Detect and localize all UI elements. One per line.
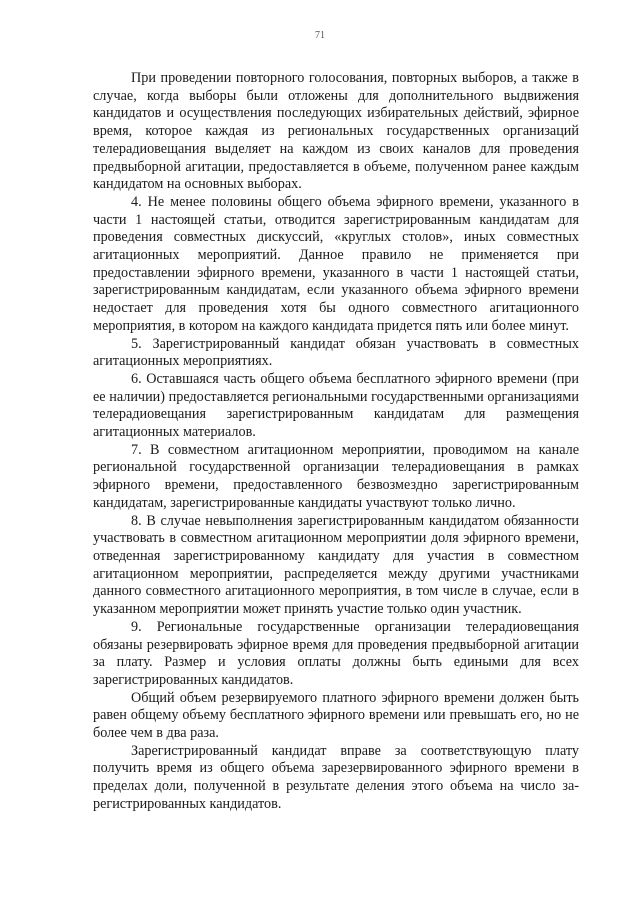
paragraph-4: 4. Не менее половины общего объема эфирного времени, указанного в части 1 настоящей статьи, отводится зарегистрированным кандидатам для проведения совместных дискуссий, «круглых столов», иных совместных агитационных мероприятий. Данное правило не применяется при предоставлении эфирного времени, указанного в части 1 настоящей статьи, зарегистрированным кандидатам, если указанного объема эфирного времени недостает для проведения хотя бы одного совместного агитационного мероприятия, в котором на каждого кандидата придется пять или более минут.	[93, 193, 579, 334]
paragraph-8: 8. В случае невыполнения зарегистрированным кандидатом обязанности участвовать в совместном агитационном мероприятии доля эфирного времени, отведенная зарегистрированному кандидату для участия в совместном агитационном мероприятии, распределяется между другими участниками данного совместного агитационного мероприятия, в том числе в случае, если в указанном мероприятии может принять участие только один участник.	[93, 512, 579, 618]
page-number: 71	[315, 30, 325, 41]
paragraph-9: 9. Региональные государственные организации телерадиовещания обязаны резервировать эфирное время для проведения предвыборной агитации за плату. Размер и условия оплаты должны быть едиными для всех зарегистрированных кандидатов.	[93, 618, 579, 688]
paragraph-5: 5. Зарегистрированный кандидат обязан участвовать в совместных агитационных мероприятиях.	[93, 335, 579, 370]
paragraph-6: 6. Оставшаяся часть общего объема бесплатного эфирного времени (при ее наличии) предоставляется региональными государственными организациями телерадиовещания зарегистрированным кандидатам для размещения агитационных материалов.	[93, 370, 579, 441]
document-body	[93, 70, 579, 814]
paragraph-9-reserved-volume: Общий объем резервируемого платного эфирного времени должен быть равен общему объему бесплатного эфирного времени или превышать его, но не более чем в два раза.	[93, 689, 579, 742]
paragraph-intro: При проведении повторного голосования, повторных выборов, а также в случае, когда выборы были отложены для дополнительного выдвижения кандидатов и осуществления последующих избирательных действий, эфирное время, которое каждая из региональных государственных организаций телерадиовещания выделяет на каждом из своих каналов для проведения предвыборной агитации, предоставляется в объеме, полученном ранее каждым кандидатом на основных выборах.	[93, 70, 579, 193]
paragraph-9-paid-time: Зарегистрированный кандидат вправе за соответствующую плату получить время из общего объема зарезервированного эфирного времени в пределах доли, полученной в результате деления этого объема на число зарегистрированных кандидатов.	[93, 742, 579, 812]
paragraph-7: 7. В совместном агитационном мероприятии, проводимом на канале региональной государственной организации телерадиовещания в рамках эфирного времени, предоставленного безвозмездно зарегистрированным кандидатам, зарегистрированные кандидаты участвуют только лично.	[93, 441, 579, 511]
